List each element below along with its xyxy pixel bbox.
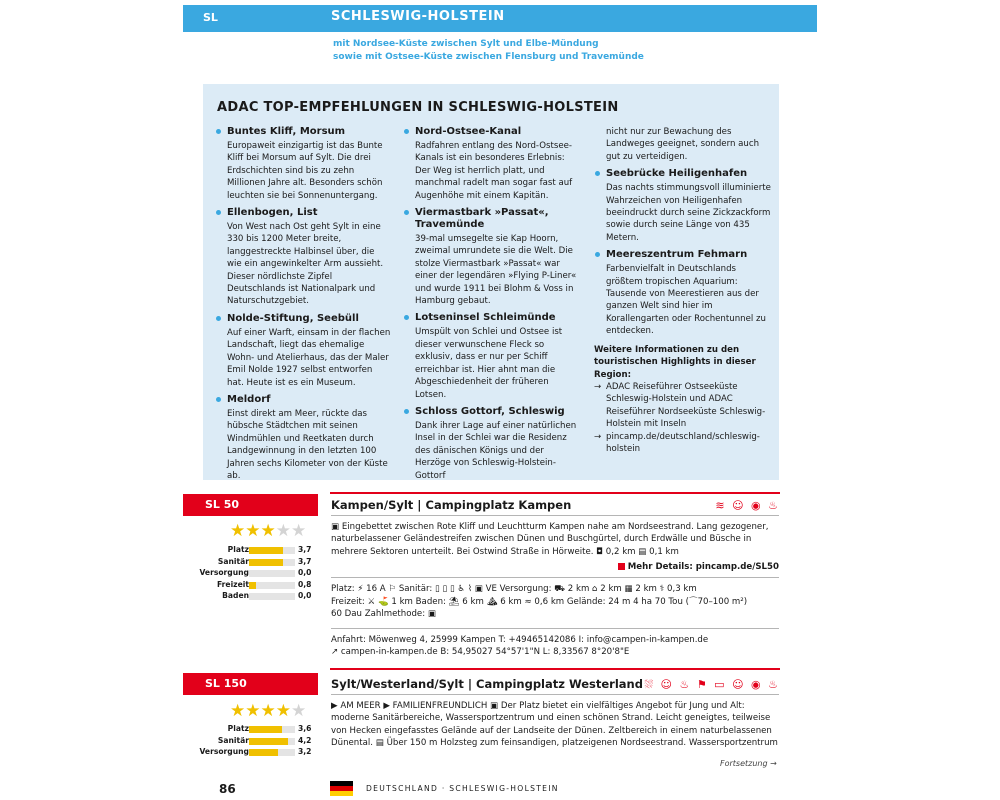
rating-row xyxy=(203,545,313,557)
recommendation-title: Nolde-Stiftung, Seebüll xyxy=(227,312,359,324)
rating-row xyxy=(199,568,313,580)
address-line: Anfahrt: Möwenweg 4, 25999 Kampen T: +49465142086 I: info@campen-in-kampen.de xyxy=(331,635,709,645)
subtitle-line: mit Nordsee-Küste zwischen Sylt und Elbe-Mündung xyxy=(333,39,599,49)
bullet-icon xyxy=(404,315,409,320)
bullet-icon xyxy=(216,210,221,215)
bullet-icon xyxy=(404,129,409,134)
recommendation-title: Schloss Gottorf, Schleswig xyxy=(415,405,565,417)
rating-row xyxy=(203,580,313,592)
recommendation-text: Umspült von Schlei und Ostsee ist dieser verwunschene Fleck so exklusiv, dass er nur per Schiff erreichbar ist. Hier ahnt man die Abgeschiedenheit der früheren Lotsen. xyxy=(415,327,563,400)
rating-bar xyxy=(249,547,295,554)
rating-bar xyxy=(249,593,295,600)
rating-value: 4,2 xyxy=(298,735,312,745)
more-info-item xyxy=(594,381,774,431)
bullet-icon xyxy=(404,210,409,215)
rating-bar xyxy=(249,726,295,733)
rating-bar-fill xyxy=(249,547,283,554)
rating-bar xyxy=(249,559,295,566)
rating-value: 3,7 xyxy=(298,556,312,566)
bullet-icon xyxy=(216,397,221,402)
star-rating xyxy=(230,703,306,720)
arrow-right-icon: → xyxy=(594,381,602,392)
rating-value: 0,8 xyxy=(298,579,312,589)
rating-row xyxy=(203,557,313,569)
rating-bar xyxy=(249,582,295,589)
recommendation-text: Das nachts stimmungsvoll illuminierte Wahrzeichen von Heiligenhafen beeindruckt durch seine Zickzackform sowie durch seine Länge von 435 Metern. xyxy=(606,183,771,243)
rating-bar-fill xyxy=(249,738,288,745)
flag-stripe xyxy=(330,791,353,796)
star-filled-icon: ★ xyxy=(230,521,246,541)
camp-facilities xyxy=(331,583,779,621)
recommendation-title: Meldorf xyxy=(227,393,271,405)
more-info-heading: Weitere Informationen zu den touristischen Highlights in dieser Region: xyxy=(594,344,756,380)
rating-row xyxy=(203,591,313,603)
rating-bar xyxy=(249,749,295,756)
category-ratings xyxy=(199,724,313,759)
recommendation-title: Nord-Ostsee-Kanal xyxy=(415,126,522,137)
bullet-icon xyxy=(595,171,600,176)
rating-label: Baden xyxy=(222,591,249,600)
footer-label: DEUTSCHLAND · SCHLESWIG-HOLSTEIN xyxy=(366,784,559,793)
camp-code-tag: SL 50 xyxy=(183,494,318,516)
rating-label: Versorgung xyxy=(199,747,249,756)
recommendation-continued-text: nicht nur zur Bewachung des Landweges geeignet, sondern auch gut zu verteidigen. xyxy=(606,127,760,162)
camp-description: ▣ Eingebettet zwischen Rote Kliff und Leuchtturm Kampen nahe am Nordseestrand. Lang gezogener, naturbelassener Geländestreifen zwischen Dünen und Buschgürtel, durch Erdwälle und Büsche in mehrere Sektoren unterteilt. Bei Ostwind Straße in Hörweite. ◘ 0,2 km ▤ 0,1 km xyxy=(331,522,769,557)
divider-line xyxy=(331,694,779,695)
camp-feature-icons: ⛆ ☺ ♨ ⚑ ▭ ☺ ◉ ♨ xyxy=(644,678,780,691)
recommendation-text: Radfahren entlang des Nord-Ostsee-Kanals ist ein besonderes Erlebnis: Der Weg ist herrlich platt, und manchmal radelt man sogar fast auf Augenhöhe mit einem Kapitän. xyxy=(415,141,573,201)
rating-row xyxy=(199,747,313,759)
recommendation-item xyxy=(594,168,774,244)
recommendation-item xyxy=(403,406,581,482)
rating-value: 3,2 xyxy=(298,747,312,756)
star-filled-icon: ★ xyxy=(230,701,246,721)
facility-line: Freizeit: ⚔ ⛳ 1 km Baden: ⛱ 6 km ⛰ 6 km ≈ 0,6 km Gelände: 24 m 4 ha 70 Tou (⌒70–100 m²) xyxy=(331,596,748,607)
rating-label: Freizeit xyxy=(216,579,249,589)
recommendations-column-1 xyxy=(215,126,391,487)
recommendation-text: Von West nach Ost geht Sylt in eine 330 bis 1200 Meter breite, langgestreckte Halbinsel über, die wie ein angewinkelter Arm aussieht. Dieser nördlichste Zipfel Deutschlands ist Nationalpark und Naturschutzgebiet. xyxy=(227,222,384,307)
recommendation-item xyxy=(403,126,581,202)
recommendation-text: Einst direkt am Meer, rückte das hübsche Städtchen mit seinen Windmühlen und Reetkaten durch Landgewinnung in den letzten 100 Jahren sechs Kilometer von der Küste ab. xyxy=(227,408,388,481)
bullet-icon xyxy=(216,316,221,321)
section-header xyxy=(183,5,817,32)
continuation-note: Fortsetzung → xyxy=(720,759,777,768)
region-code: SL xyxy=(203,11,218,24)
recommendations-title: ADAC TOP-EMPFEHLUNGEN IN SCHLESWIG-HOLSTEIN xyxy=(217,100,619,115)
recommendation-text: Auf einer Warft, einsam in der flachen Landschaft, liegt das ehemalige Wohn- und Atelierhaus, das der Maler Emil Nolde 1927 selbst entworfen hat. Heute ist es ein Museum. xyxy=(227,327,391,388)
more-info-link[interactable]: pincamp.de/deutschland/schleswig-holstein xyxy=(606,431,760,454)
more-info-item[interactable] xyxy=(594,431,774,456)
arrow-right-icon: → xyxy=(594,431,602,442)
recommendations-column-3 xyxy=(594,126,774,455)
divider-line xyxy=(331,515,779,516)
recommendation-item xyxy=(403,312,581,400)
recommendation-title: Meereszentrum Fehmarn xyxy=(606,249,748,261)
recommendation-title: Buntes Kliff, Morsum xyxy=(227,126,346,137)
divider-line xyxy=(331,577,779,578)
recommendation-title: Seebrücke Heiligenhafen xyxy=(606,168,748,180)
rating-label: Platz xyxy=(227,724,249,733)
rating-row xyxy=(203,724,313,736)
page-number: 86 xyxy=(219,782,236,796)
top-recommendations-box xyxy=(203,84,779,480)
camp-address xyxy=(331,634,779,659)
camp-title: Kampen/Sylt | Campingplatz Kampen xyxy=(331,498,572,512)
square-icon xyxy=(618,563,625,570)
bullet-icon xyxy=(404,409,409,414)
more-details-label[interactable]: Mehr Details: pincamp.de/SL50 xyxy=(627,562,779,572)
star-rating xyxy=(230,523,306,540)
recommendations-column-2 xyxy=(403,126,581,487)
star-empty-icon: ★ xyxy=(291,521,307,541)
region-subtitle xyxy=(333,38,644,64)
more-details-link[interactable] xyxy=(331,562,779,572)
rating-value: 3,6 xyxy=(298,724,312,733)
recommendation-item xyxy=(215,207,391,308)
camp-title: Sylt/Westerland/Sylt | Campingplatz Westerland xyxy=(331,677,643,691)
region-title: SCHLESWIG-HOLSTEIN xyxy=(331,9,505,24)
recommendation-title: Lotseninsel Schleimünde xyxy=(415,312,556,324)
recommendation-item xyxy=(215,313,391,389)
recommendation-title: Viermastbark »Passat«, Travemünde xyxy=(415,207,549,231)
recommendation-text: Europaweit einzigartig ist das Bunte Kliff bei Morsum auf Sylt. Die drei Erdschichten sind bis zu zehn Millionen Jahre alt. Besonders schön leuchten sie bei Sonnenuntergang. xyxy=(227,141,383,201)
rating-label: Sanitär xyxy=(217,556,249,566)
rating-value: 0,0 xyxy=(298,568,312,577)
more-info-list xyxy=(594,381,774,455)
rating-label: Platz xyxy=(227,545,249,554)
rating-bar-fill xyxy=(249,726,282,733)
recommendation-item xyxy=(215,126,391,202)
recommendation-item xyxy=(215,394,391,482)
divider-line xyxy=(330,492,780,494)
divider-line xyxy=(330,668,780,670)
bullet-icon xyxy=(216,129,221,134)
star-filled-icon: ★ xyxy=(260,701,276,721)
camp-description: ▶ AM MEER ▶ FAMILIENFREUNDLICH ▣ Der Platz bietet ein vielfältiges Angebot für Jung und Alt: moderne Sanitärbereiche, Wassersportzentrum und einen schönen Strand. Leicht geneigtes, teilweise von Hecken eingefasstes Gelände auf der Landseite der Dünen. Zeltbereich in einem naturbelassenen Dünental. ▤ Über 150 m Holzsteg zum feinsandigen, platzeigenen Nordseestrand. Wassersportzentrum xyxy=(331,701,778,749)
recommendation-item xyxy=(594,249,774,337)
rating-bar xyxy=(249,570,295,577)
rating-value: 3,7 xyxy=(298,545,312,554)
rating-bar-fill xyxy=(249,749,278,756)
address-line: ↗ campen-in-kampen.de B: 54,95027 54°57'1"N L: 8,33567 8°20'8"E xyxy=(331,647,630,658)
star-empty-icon: ★ xyxy=(275,521,291,541)
bullet-icon xyxy=(595,252,600,257)
camp-feature-icons: ≋ ☺ ◉ ♨ xyxy=(715,499,780,512)
recommendation-item xyxy=(403,207,581,307)
star-filled-icon: ★ xyxy=(245,521,261,541)
rating-bar xyxy=(249,738,295,745)
star-filled-icon: ★ xyxy=(275,701,291,721)
rating-label: Versorgung xyxy=(199,568,249,577)
rating-label: Sanitär xyxy=(217,735,249,745)
subtitle-line: sowie mit Ostsee-Küste zwischen Flensburg und Travemünde xyxy=(333,52,644,62)
camp-code-tag: SL 150 xyxy=(183,673,318,695)
facility-line: Platz: ⚡ 16 A ⚐ Sanitär: ▯ ▯ ▯ ♿ ⌇ ▣ VE Versorgung: ⛟ 2 km ⌂ 2 km ▦ 2 km ⚕ 0,3 km xyxy=(331,584,697,594)
facility-line: 60 Dau Zahlmethode: ▣ xyxy=(331,609,436,619)
rating-row xyxy=(203,736,313,748)
rating-bar-fill xyxy=(249,582,256,589)
divider-line xyxy=(331,628,779,629)
recommendation-text: Dank ihrer Lage auf einer natürlichen Insel in der Schlei war die Residenz des dänischen Königs und der Herzöge von Schleswig-Holstein-Gottorf xyxy=(415,420,577,481)
star-empty-icon: ★ xyxy=(291,701,307,721)
star-filled-icon: ★ xyxy=(245,701,261,721)
recommendation-text: 39-mal umsegelte sie Kap Hoorn, zweimal umrundete sie die Welt. Die stolze Viermastbark »Passat« war einer der legendären »Flying P-Liner« und wurde 1911 bei Blohm & Voss in Hamburg gebaut. xyxy=(415,234,577,307)
recommendation-title: Ellenbogen, List xyxy=(227,207,318,219)
more-info-text: ADAC Reiseführer Ostseeküste Schleswig-Holstein und ADAC Reiseführer Nordseeküste Schleswig-Holstein mit Inseln xyxy=(606,381,766,430)
category-ratings xyxy=(199,545,313,603)
rating-bar-fill xyxy=(249,559,283,566)
rating-value: 0,0 xyxy=(298,591,312,600)
germany-flag-icon xyxy=(330,781,353,796)
recommendation-text: Farbenvielfalt in Deutschlands größtem tropischen Aquarium: Tausende von Meerestieren aus der ganzen Welt sind hier im Korallengarten oder Rochentunnel zu entdecken. xyxy=(606,264,766,337)
star-filled-icon: ★ xyxy=(260,521,276,541)
